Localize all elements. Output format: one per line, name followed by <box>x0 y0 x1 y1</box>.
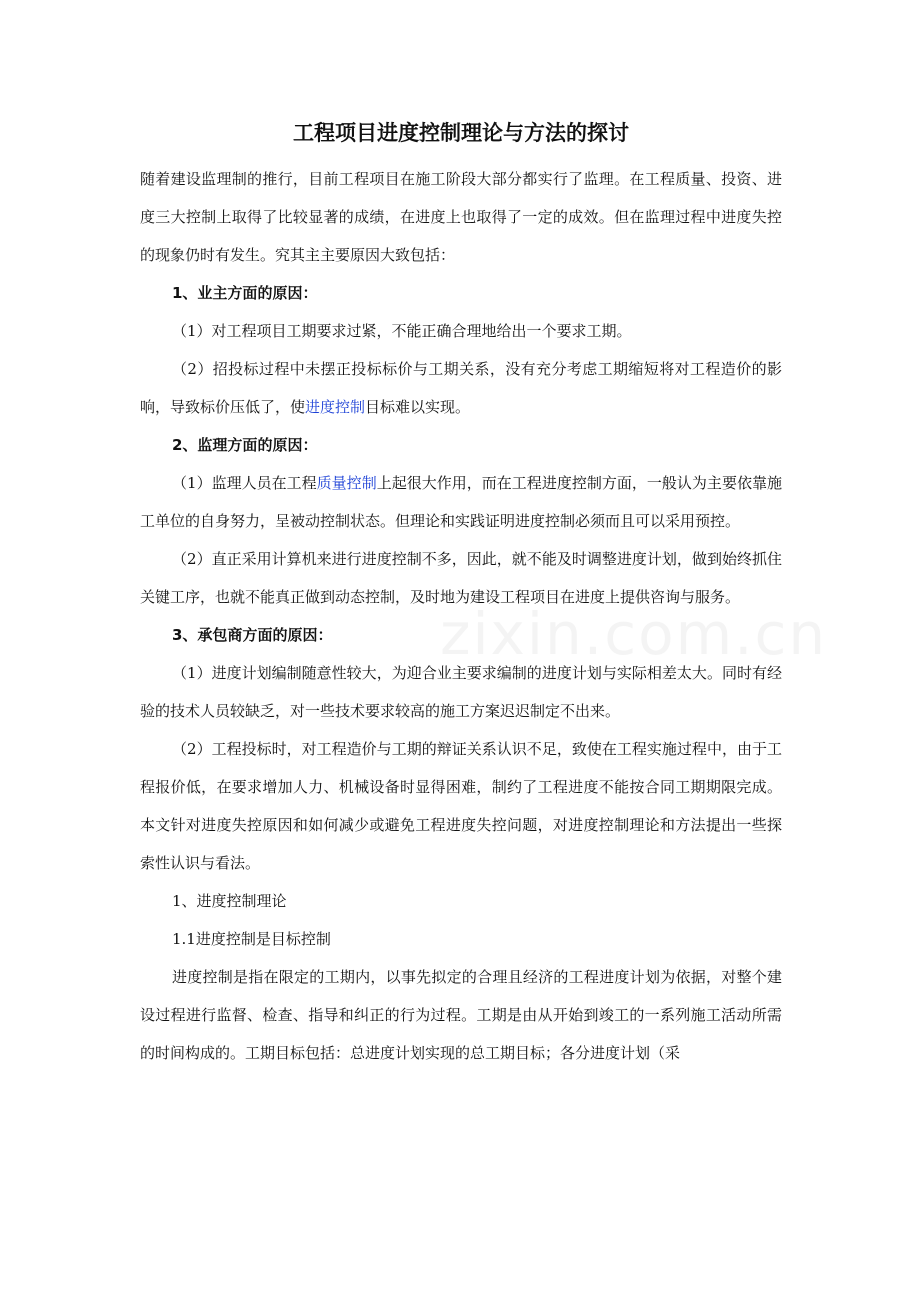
section3-paragraph-1: （1）进度计划编制随意性较大，为迎合业主要求编制的进度计划与实际相差太大。同时有经验的技术人员较缺乏，对一些技术要求较高的施工方案迟迟制定不出来。 <box>140 664 782 720</box>
part1-heading: 1、进度控制理论 <box>172 892 287 910</box>
section1-paragraph-1: （1）对工程项目工期要求过紧，不能正确合理地给出一个要求工期。 <box>172 322 632 340</box>
section1-paragraph-2 <box>140 350 782 426</box>
quality-control-link[interactable]: 质量控制 <box>316 474 377 492</box>
section2-p1-text-before: （1）监理人员在工程 <box>172 474 317 492</box>
document-page <box>140 118 782 1072</box>
section2-p1-text-after: 上起很大作用，而在工程进度控制方面，一般认为主要依靠施工单位的自身努力，呈被动控制状态。但理论和实践证明进度控制必须而且可以采用预控。 <box>140 474 782 530</box>
progress-control-link[interactable]: 进度控制 <box>305 398 366 416</box>
section1-heading: 1、业主方面的原因： <box>172 284 318 302</box>
watermark-text: zixin.com.cn <box>440 600 828 668</box>
section1-p2-text-after: 目标难以实现。 <box>365 398 471 416</box>
intro-paragraph: 随着建设监理制的推行，目前工程项目在施工阶段大部分都实行了监理。在工程质量、投资、进度三大控制上取得了比较显著的成绩，在进度上也取得了一定的成效。但在监理过程中进度失控的现象仍时有发生。究其主主要原因大致包括： <box>140 170 782 264</box>
section3-heading: 3、承包商方面的原因： <box>172 626 333 644</box>
part1-sub-heading: 1.1进度控制是目标控制 <box>172 930 331 948</box>
section2-heading: 2、监理方面的原因： <box>172 436 318 454</box>
part1-paragraph-1: 进度控制是指在限定的工期内，以事先拟定的合理且经济的工程进度计划为依据，对整个建设过程进行监督、检查、指导和纠正的行为过程。工期是由从开始到竣工的一系列施工活动所需的时间构成的。工期目标包括：总进度计划实现的总工期目标；各分进度计划（采 <box>140 968 782 1062</box>
section3-paragraph-2: （2）工程投标时，对工程造价与工期的辩证关系认识不足，致使在工程实施过程中，由于工程报价低，在要求增加人力、机械设备时显得困难，制约了工程进度不能按合同工期期限完成。本文针对进度失控原因和如何减少或避免工程进度失控问题，对进度控制理论和方法提出一些探索性认识与看法。 <box>140 740 782 872</box>
section2-paragraph-2: （2）直正采用计算机来进行进度控制不多，因此，就不能及时调整进度计划，做到始终抓住关键工序，也就不能真正做到动态控制，及时地为建设工程项目在进度上提供咨询与服务。 <box>140 550 782 606</box>
document-title: 工程项目进度控制理论与方法的探讨 <box>293 121 629 145</box>
section1-p2-text-before: （2）招投标过程中未摆正投标标价与工期关系，没有充分考虑工期缩短将对工程造价的影响，导致标价压低了，使 <box>140 360 782 416</box>
section2-paragraph-1 <box>140 464 782 540</box>
